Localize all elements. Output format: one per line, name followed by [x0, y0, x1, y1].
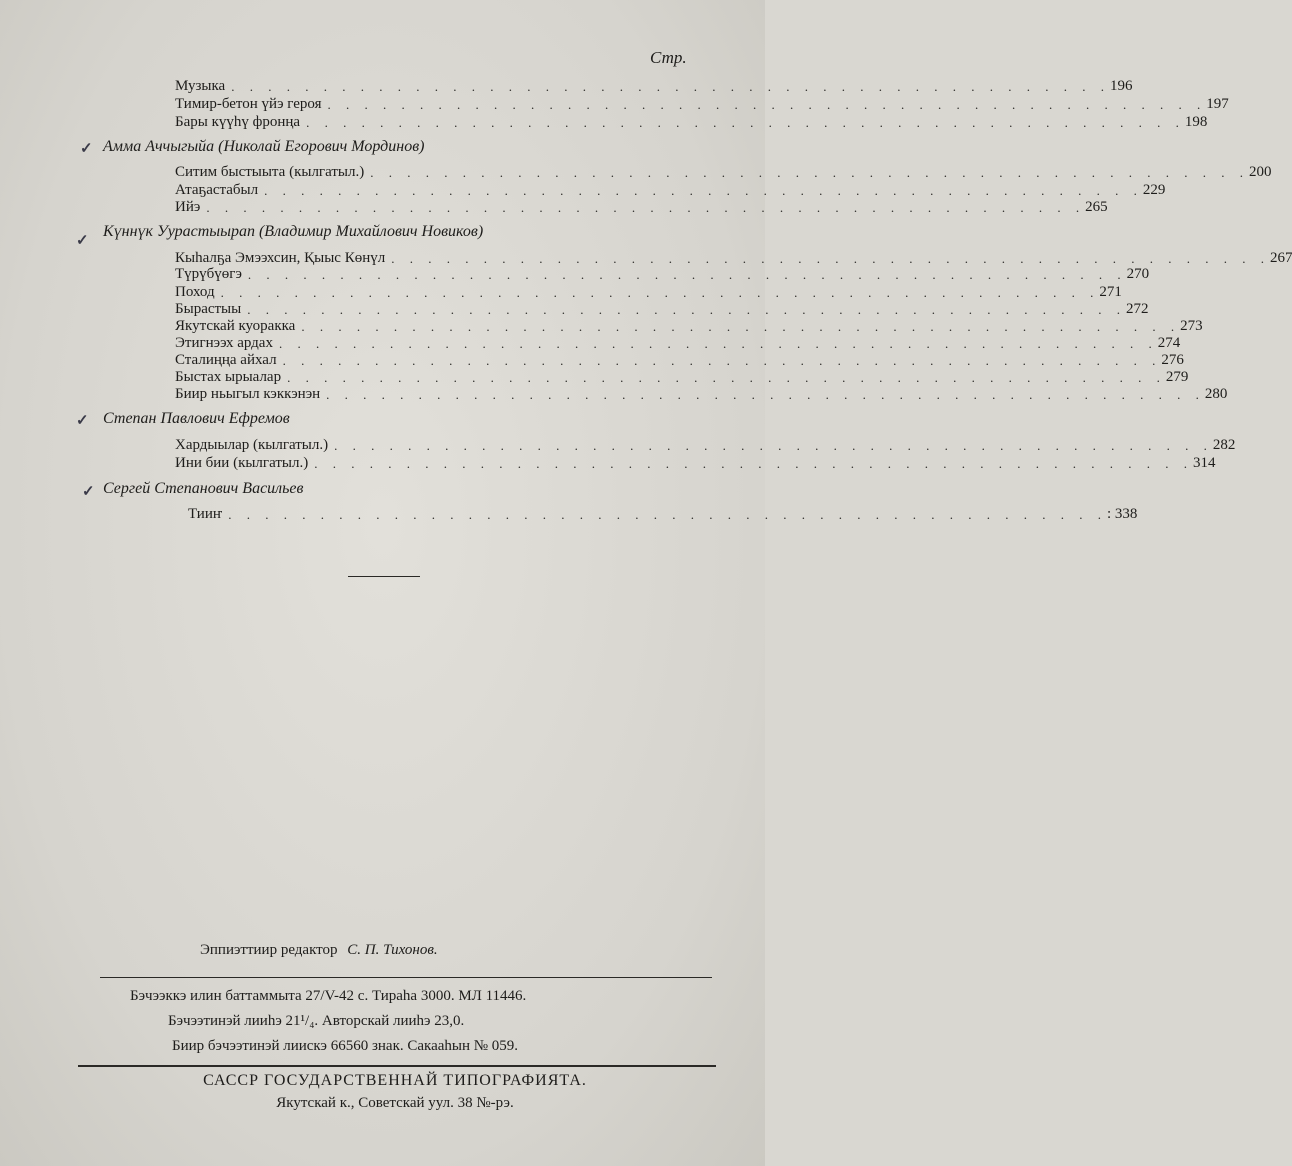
imprint-top-rule — [100, 977, 712, 978]
toc-entry — [188, 506, 1138, 523]
dot-leader: . . . . . . . . . . . . . . . . . . . . . . . . . . . . . . . . . . . . . . . . . . . . . . . . — [278, 336, 1158, 351]
toc-entry — [175, 284, 1122, 301]
imprint-line: Бэчээтинэй лииһэ 21¹/₄. Авторскай лииһэ 23,0. — [168, 1013, 465, 1029]
page-column-header: Стр. — [650, 48, 687, 67]
toc-entry-page: 265 — [1085, 199, 1108, 215]
toc-entry-title: Түрүбүөгэ — [175, 266, 242, 282]
toc-entry — [175, 164, 1272, 181]
toc-entry — [175, 301, 1149, 318]
editor-name: С. П. Тихонов. — [347, 942, 438, 958]
dot-leader: . . . . . . . . . . . . . . . . . . . . . . . . . . . . . . . . . . . . . . . . . . . . . . . . — [301, 319, 1181, 334]
toc-entry-title: Кыһалҕа Эмээхсин, Қыыс Көнүл — [175, 250, 386, 266]
toc-entry-title: Сталиңңа айхал — [175, 352, 277, 368]
toc-entry — [175, 369, 1189, 386]
toc-entry-title: Якутскай куоракка — [175, 318, 296, 334]
section-author: Сергей Степанович Васильев — [103, 480, 304, 497]
toc-entry-page: 267 — [1269, 250, 1292, 266]
toc-entry-title: Атаҕастабыл — [175, 182, 259, 198]
end-divider — [348, 576, 420, 577]
toc-entry — [175, 386, 1228, 403]
pencil-check-icon: ✓ — [76, 413, 89, 429]
dot-leader: . . . . . . . . . . . . . . . . . . . . . . . . . . . . . . . . . . . . . . . . . . . . . . . . — [327, 97, 1207, 112]
dot-leader: . . . . . . . . . . . . . . . . . . . . . . . . . . . . . . . . . . . . . . . . . . . . . . . . — [287, 370, 1166, 385]
toc-entry-page: 273 — [1180, 318, 1203, 334]
dot-leader: . . . . . . . . . . . . . . . . . . . . . . . . . . . . . . . . . . . . . . . . . . . . . . . . — [231, 79, 1110, 94]
section-author: Степан Павлович Ефремов — [103, 410, 290, 427]
toc-entry-title: Ситим быстыыта (кылгатыл.) — [175, 164, 365, 180]
toc-entry — [175, 96, 1229, 113]
toc-entry-page: 279 — [1165, 369, 1189, 385]
toc-entry — [175, 437, 1236, 454]
imprint-line: Биир бэчээтинэй лиискэ 66560 знак. Сакааһын № 059. — [172, 1038, 519, 1054]
toc-entry-title: Биир ньыгыл кэккэнэн — [175, 386, 321, 402]
toc-entry-title: Быстах ырыалар — [175, 369, 282, 385]
toc-entry-title: Тимир-бетон үйэ героя — [175, 96, 322, 112]
toc-entry — [175, 199, 1108, 216]
printer-address: Якутскай к., Советскай уул. 38 №-рэ. — [276, 1095, 514, 1111]
toc-entry-title: Ийэ — [175, 199, 201, 215]
toc-entry — [175, 78, 1133, 95]
toc-entry-page: 197 — [1206, 96, 1229, 112]
dot-leader: . . . . . . . . . . . . . . . . . . . . . . . . . . . . . . . . . . . . . . . . . . . . . . . . — [206, 200, 1086, 215]
toc-entry-title: Ини бии (кылгатыл.) — [175, 455, 309, 471]
printer-name: САССР ГОСУДАРСТВЕННАЙ ТИПОГРАФИЯТА. — [203, 1072, 587, 1089]
toc-entry — [175, 455, 1216, 472]
toc-entry-page: 270 — [1126, 266, 1150, 282]
dot-leader: . . . . . . . . . . . . . . . . . . . . . . . . . . . . . . . . . . . . . . . . . . . . . . . . — [247, 267, 1127, 282]
toc-entry-page: 229 — [1142, 182, 1166, 198]
toc-entry — [175, 318, 1203, 335]
dot-leader: . . . . . . . . . . . . . . . . . . . . . . . . . . . . . . . . . . . . . . . . . . . . . . . . — [391, 251, 1270, 266]
section-author: Амма Аччыгыйа (Николай Егорович Мординов) — [103, 138, 425, 155]
toc-entry-title: Хардыылар (кылгатыл.) — [175, 437, 329, 453]
toc-entry-title: Бары күүһү фронңа — [175, 114, 301, 130]
toc-entry-page: 271 — [1099, 284, 1122, 300]
toc-entry-title: Тииҥ — [188, 506, 223, 522]
dot-leader: . . . . . . . . . . . . . . . . . . . . . . . . . . . . . . . . . . . . . . . . . . . . . . . . — [282, 353, 1162, 368]
dot-leader: . . . . . . . . . . . . . . . . . . . . . . . . . . . . . . . . . . . . . . . . . . . . . . . . — [314, 456, 1193, 471]
pencil-check-icon: ✓ — [80, 141, 93, 157]
toc-entry-page: 198 — [1184, 114, 1208, 130]
dot-leader: . . . . . . . . . . . . . . . . . . . . . . . . . . . . . . . . . . . . . . . . . . . . . . . . — [370, 165, 1249, 180]
toc-entry-page: 276 — [1161, 352, 1184, 368]
toc-entry-title: Этигнээх ардах — [175, 335, 273, 351]
dot-leader: . . . . . . . . . . . . . . . . . . . . . . . . . . . . . . . . . . . . . . . . . . . . . . . . — [220, 285, 1100, 300]
editor-credit — [200, 942, 438, 959]
pencil-check-icon: ✓ — [76, 233, 89, 249]
pencil-check-icon: ✓ — [82, 484, 95, 500]
toc-entry-title: Музыка — [175, 78, 226, 94]
section-author: Күннүк Уурастыырап (Владимир Михайлович Новиков) — [103, 223, 484, 240]
dot-leader: . . . . . . . . . . . . . . . . . . . . . . . . . . . . . . . . . . . . . . . . . . . . . . . . — [264, 183, 1143, 198]
toc-entry-title: Поход — [175, 284, 215, 300]
toc-entry-page: 280 — [1204, 386, 1228, 402]
dot-leader: . . . . . . . . . . . . . . . . . . . . . . . . . . . . . . . . . . . . . . . . . . . . . . . . — [247, 302, 1126, 317]
editor-label: Эппиэттиир редактор — [200, 942, 338, 958]
toc-entry — [175, 335, 1181, 352]
imprint-line: Бэчээккэ илин баттаммыта 27/V-42 с. Тираһа 3000. МЛ 11446. — [130, 988, 527, 1004]
toc-entry — [175, 266, 1150, 283]
toc-entry-page: 314 — [1192, 455, 1216, 471]
toc-entry — [175, 250, 1292, 267]
toc-entry-title: Бырастыы — [175, 301, 242, 317]
toc-entry-page: 282 — [1212, 437, 1236, 453]
toc-entry-page: 196 — [1109, 78, 1133, 94]
toc-entry-page: 272 — [1125, 301, 1149, 317]
imprint-bottom-rule — [78, 1065, 716, 1067]
dot-leader: . . . . . . . . . . . . . . . . . . . . . . . . . . . . . . . . . . . . . . . . . . . . . . . . — [334, 438, 1213, 453]
dot-leader: . . . . . . . . . . . . . . . . . . . . . . . . . . . . . . . . . . . . . . . . . . . . . . . . — [228, 507, 1107, 522]
toc-entry-page: 274 — [1157, 335, 1181, 351]
toc-entry — [175, 114, 1208, 131]
toc-entry-page: 200 — [1248, 164, 1272, 180]
dot-leader: . . . . . . . . . . . . . . . . . . . . . . . . . . . . . . . . . . . . . . . . . . . . . . . . — [306, 115, 1185, 130]
toc-entry — [175, 182, 1166, 199]
dot-leader: . . . . . . . . . . . . . . . . . . . . . . . . . . . . . . . . . . . . . . . . . . . . . . . . — [326, 387, 1205, 402]
toc-entry — [175, 352, 1184, 369]
toc-entry-page: : 338 — [1106, 506, 1138, 522]
